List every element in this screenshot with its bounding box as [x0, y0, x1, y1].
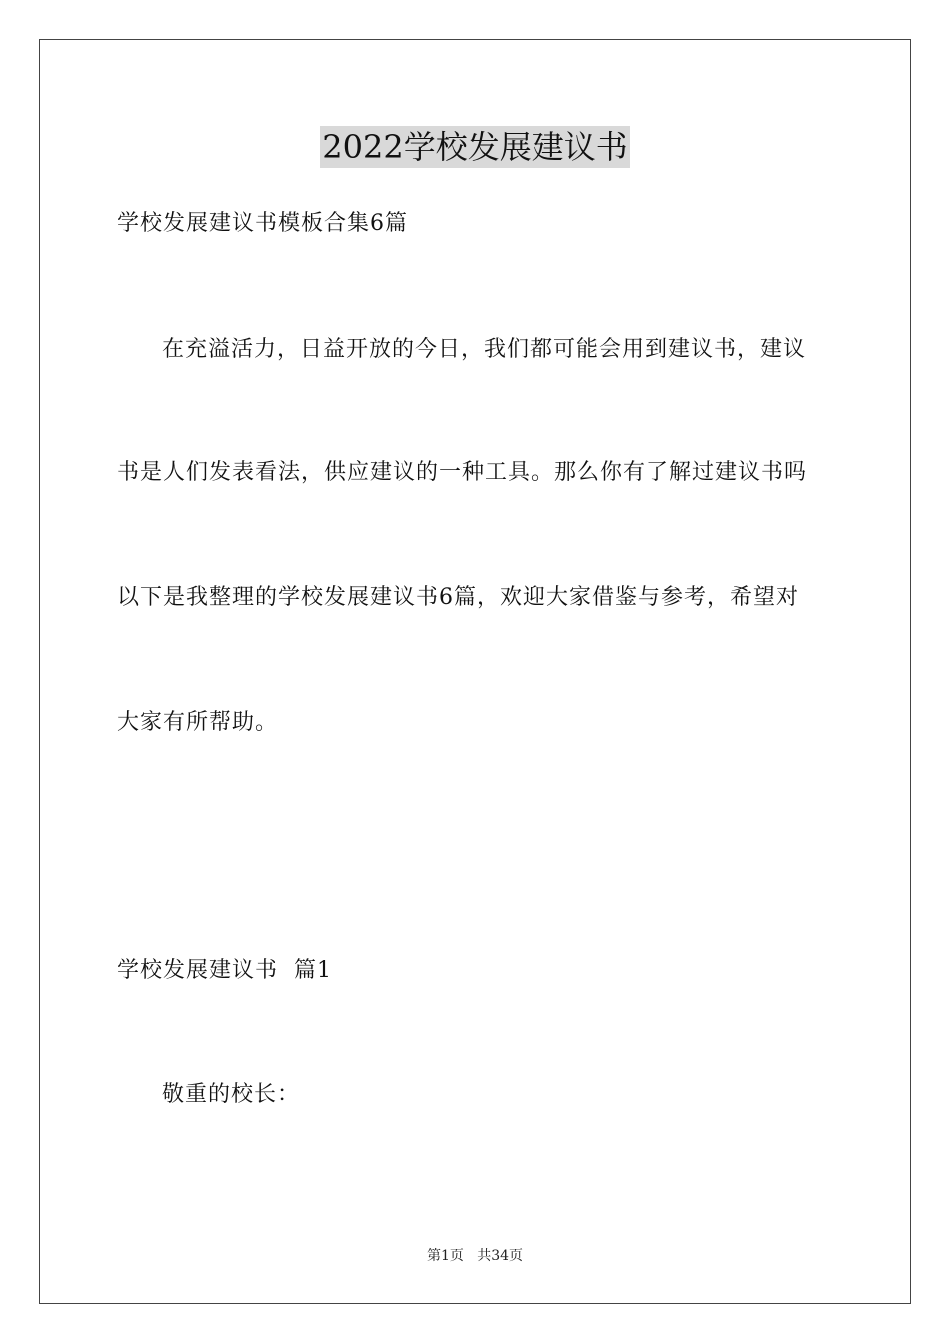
- document-title: 2022学校发展建议书: [322, 128, 628, 166]
- intro-line-3: 以下是我整理的学校发展建议书6篇，欢迎大家借鉴与参考，希望对: [117, 585, 799, 610]
- intro-line-2: 书是人们发表看法，供应建议的一种工具。那么你有了解过建议书吗: [117, 460, 808, 485]
- title-container: [0, 126, 950, 168]
- page-footer: 第1页 共34页: [426, 1248, 524, 1264]
- document-subtitle: 学校发展建议书模板合集6篇: [117, 211, 408, 236]
- section-heading: 学校发展建议书 篇1: [117, 958, 332, 983]
- salutation: 敬重的校长：: [162, 1082, 301, 1107]
- intro-line-1: 在充溢活力，日益开放的今日，我们都可能会用到建议书，建议: [162, 337, 807, 362]
- intro-line-4: 大家有所帮助。: [117, 710, 279, 735]
